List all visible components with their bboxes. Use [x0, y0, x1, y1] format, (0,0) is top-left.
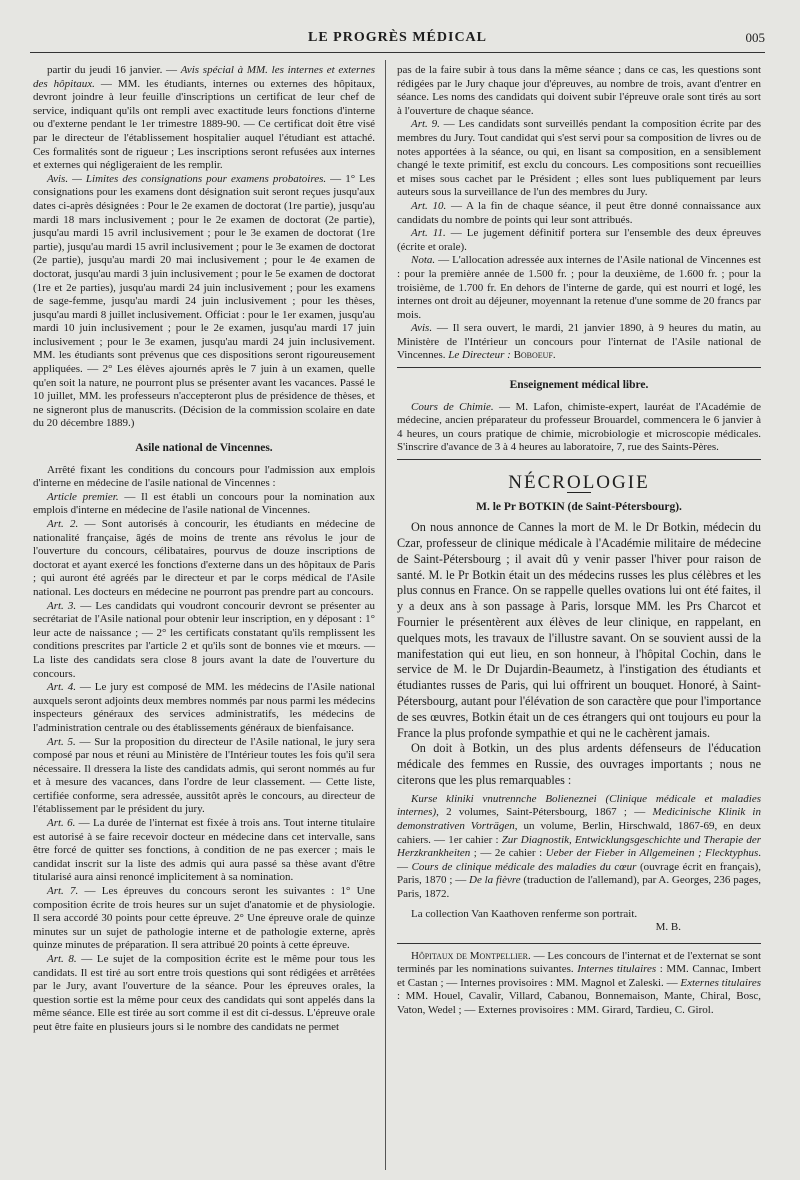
article-7: Art. 7. — Les épreuves du concours seront les suivantes : 1° Une composition écrite de trois heures sur un sujet d'anatomie et de physiologie. Il sera accordé 30 points pour cette épreuve. 2° Une épreuve orale de quinze minutes sur un sujet de pathologie interne et de pathologie externe, après quinze minutes de préparation. Il sera attribué 20 points à cette épreuve.	[33, 885, 375, 952]
article-9: Art. 9. — Les candidats sont surveillés pendant la composition écrite par des membres du Jury. Tout candidat qui s'est servi pour sa composition de livres ou de notes apportées à la séance, ou qui, en lisant sa composition, en a sensiblement changé le texte primitif, est exclu du concours. Les compositions sont recueillies et mises sous cachet par le Président ; elles sont lues publiquement par leurs auteurs sous la surveillance de l'un des membres du Jury.	[397, 118, 761, 199]
article-5: Art. 5. — Sur la proposition du directeur de l'Asile national, le jury sera composé par nous et réuni au Ministère de l'Intérieur toutes les fois qu'il sera nécessaire. Il dressera la liste des candidats admis, qui seront nommés au fur et à mesure des vacances, dans l'ordre de leur classement. — Cette liste, certifiée conforme, sera adressée, aussitôt après le concours, au directeur de l'établissement par le président du jury.	[33, 735, 375, 816]
left-column	[33, 64, 375, 1035]
obituary-body	[397, 520, 761, 789]
cours-chimie: Cours de Chimie. — M. Lafon, chimiste-expert, lauréat de l'Académie de médecine, ancien préparateur du professeur Brouardel, commencera le 6 janvier à 4 heures, un cours pratique de chimie, microbiologie et microscopie médicales. S'inscrire d'avance de 3 à 4 heures au laboratoire, 7, rue des Saints-Pères.	[397, 400, 761, 454]
arrete-intro: Arrêté fixant les conditions du concours pour l'admission aux emplois d'interne en médecine de l'asile national de Vincennes :	[33, 463, 375, 490]
header-rule	[30, 52, 765, 53]
page-header	[30, 30, 765, 48]
article-4: Art. 4. — Le jury est composé de MM. les médecins de l'Asile national auxquels seront adjoints deux membres nommés par nous parmi les médecins inspecteurs généraux des services administratifs, les médecins de l'administration centrale ou des établissements généraux de bienfaisance.	[33, 681, 375, 734]
obituary-paragraph: On doit à Botkin, un des plus ardents défenseurs de l'éducation médicale des femmes en Russie, des ouvrages importants ; nous ne citerons que les plus remarquables :	[397, 741, 761, 787]
nota: Nota. — L'allocation adressée aux internes de l'Asile national de Vincennes est : pour la première année de 1.500 fr. ; pour la deuxième, de 1.600 fr. ; pour la troisième, de 1.700 fr. En dehors de l'interne de garde, qui est nourri et logé, les internes ont droit au déjeuner, moyennant la retenue d'une somme de 20 francs par mois.	[397, 254, 761, 321]
collection-note: La collection Van Kaathoven renferme son portrait.	[411, 907, 638, 920]
paragraph-internes: partir du jeudi 16 janvier. — Avis spécial à MM. les internes et externes des hôpitaux. — MM. les étudiants, internes ou externes des hôpitaux, devront joindre à leur feuille d'inscriptions un certificat de leur chef de service, indiquant qu'ils ont rempli avec exactitude leurs fonctions d'interne ou d'externe pendant le 1er trimestre 1889-90. — Ce certificat doit être visé par le directeur de l'établissement hospitalier auquel l'étudiant est attaché. Ces formalités sont de rigueur ; Les inscriptions seront refusées aux internes et externes qui négligeraient de les remplir.	[33, 64, 376, 172]
directeur-name: Boboeuf.	[513, 349, 556, 362]
article-3: Art. 3. — Les candidats qui voudront concourir devront se présenter au secrétariat de l'Asile national pour obtenir leur inscription, en y déposant : 1° leur acte de naissance ; — 2° les certificats constatant qu'ils remplissent les conditions prescrites par l'article 2 et qu'ils sont de bonnes vie et mœurs. — La liste des candidats sera close 8 jours avant la date de l'ouverture du concours.	[33, 599, 375, 680]
page-number: 005	[745, 30, 765, 45]
obituary-paragraph: On nous annonce de Cannes la mort de M. le Dr Botkin, médecin du Czar, professeur de clinique médicale à l'Académie militaire de médecine de Saint-Pétersbourg ; il avait dû y venir passer l'hiver pour raison de santé. M. le Pr Botkin était un des médecins russes les plus célèbres et les plus connus en France. On se rappelle quelles ovations lui ont été faites, il y a deux ans à son passage à Paris, lorsque MM. les Prs Charcot et Fournier le présentèrent aux élèves de leur clinique, en rappelant, en quelques mots, les travaux de l'illustre savant. On se souvient aussi de la manifestation qui eut lieu, en son honneur, à l'hôpital Cochin, dans le service de M. le Dr Dujardin-Beaumetz, à l'instigation des étudiants et étudiantes russes de Paris, qui lui offrirent un bouquet. Honoré, à Saint-Pétersbourg, autant pour l'élévation de son caractère que pour l'importance de ses œuvres, Botkin était un de ces étrangers qui ont toujours eu pour la France la plus profonde sympathie et qui ne le cachèrent jamais.	[397, 520, 761, 740]
right-column	[397, 64, 761, 1018]
article-6: Art. 6. — La durée de l'internat est fixée à trois ans. Tout interne titulaire est autorisé à se faire recevoir docteur en médecine dans cet intervalle, sans être forcé de quitter ses fonctions, à condition de ne pas exercer ; mais le candidat inscrit sur la liste des admis qui aura passé sa thèse avant d'être titularisé aura ainsi renoncé implicitement à sa nomination.	[33, 817, 375, 884]
divider	[397, 459, 761, 460]
montpellier-news: Hôpitaux de Montpellier. — Les concours de l'internat et de l'externat se sont terminés par les nominations suivantes. Internes titulaires : MM. Cannac, Imbert et Castan ; — Internes provisoires : MM. Magnol et Zaleski. — Externes titulaires : MM. Houel, Cavalir, Villard, Cabanou, Bonnemaison, Mante, Chiral, Bosc, Vaton, Wedel ; — Externes provisoires : MM. Girard, Tardieu, C. Girol.	[397, 949, 762, 1017]
section-heading-asile: Asile national de Vincennes.	[135, 442, 273, 455]
article-8-continued: pas de la faire subir à tous dans la même séance ; dans ce cas, les questions sont rédigées par le Jury chaque jour d'épreuves, au nombre de trois, avant d'entrer en séance. Les noms des candidats qui doivent subir l'épreuve orale sont tirés au sort à l'ouverture de chaque séance.	[397, 64, 761, 117]
necrologie-heading: NÉCROLOGIE	[508, 472, 650, 494]
directeur-label: Le Directeur :	[448, 349, 514, 362]
paragraph-consignations: Avis. — Limites des consignations pour examens probatoires. — 1° Les consignations pour les examens dont désignation suit seront reçues jusqu'aux dates ci-après désignées : Pour le 2e examen de doctorat (1re partie), jusqu'au mardi 18 mars inclusivement ; pour le 2e examen de doctorat (2e partie), jusqu'au mardi 15 avril inclusivement ; pour le 3e examen de doctorat (1re partie), jusqu'au mardi 15 avril inclusivement ; pour le 3e examen de doctorat (2e partie), jusqu'au mardi 20 mai inclusivement ; pour le 4e examen de doctorat, jusqu'au mardi 3 juin inclusivement ; pour le 5e examen de doctorat (1re et 2e parties), jusqu'au mardi 24 juin inclusivement ; pour les examens de sage-femme, jusqu'au mardi 24 juin inclusivement ; pour les thèses, jusqu'au mardi 8 juillet inclusivement. Officiat : pour le 1er examen, jusqu'au mardi 10 juin inclusivement ; pour le 2e examen, jusqu'au mardi 17 juin inclusivement ; pour le 3e examen, jusqu'au mardi 24 juin inclusivement. MM. les étudiants sont prévenus que ces dispositions seront rigoureusement appliquées. — 2° Les élèves ajournés après le 7 juin à un examen, quelle qu'en soit la nature, ne pourront plus se présenter avant les vacances. Passé le 10 juillet, MM. les professeurs n'accepteront plus de présidence de thèses, et ne signeront plus de manuscrits. (Décision de la commission scolaire en date du 20 décembre 1889.)	[33, 172, 375, 430]
article-1: Article premier. — Il est établi un concours pour la nomination aux emplois d'interne en médecine de l'asile national de Vincennes.	[33, 490, 375, 517]
article-10: Art. 10. — A la fin de chaque séance, il peut être donné connaissance aux candidats du nombre de points qui leur sont attribués.	[397, 199, 761, 226]
avis-concours: Avis. — Il sera ouvert, le mardi, 21 janvier 1890, à 9 heures du matin, au Ministère de l'Intérieur un concours pour l'internat de l'Asile national de Vincennes. Le Directeur : Boboeuf.	[397, 322, 761, 362]
article-11: Art. 11. — Le jugement définitif portera sur l'ensemble des deux épreuves (écrite et orale).	[397, 227, 761, 253]
article-8: Art. 8. — Le sujet de la composition écrite est le même pour tous les candidats. Il est tiré au sort entre trois questions qui sont rédigées et arrêtées par le Jury, avant l'ouverture de la séance. Pour les épreuves orales, la question sortie est la même pour ceux des candidats qui sont appelés dans la même séance. Elle est tirée au sort comme il est dit ci-dessus. L'épreuve orale peut être faite en plusieurs jours si le nombre des candidats ne permet	[33, 953, 376, 1033]
author-signature: M. B.	[655, 921, 681, 934]
column-divider	[385, 60, 386, 1170]
divider	[397, 943, 761, 944]
bibliography: Kurse kliniki vnutrennche Bolieneznei (Clinique médicale et maladies internes), 2 volumes, Saint-Pétersbourg, 1867 ; — Medicinische Klinik in demonstrativen Vorträgen, un volume, Berlin, Hirschwald, 1867-69, en deux cahiers. — 1er cahier : Zur Diagnostik, Entwicklungsgeschichte und Therapie der Herzkrankheiten ; — 2e cahier : Ueber der Fieber in Allgemeinen ; Flecktyphus. — Cours de clinique médicale des maladies du cœur (ouvrage écrit en français), Paris, 1870 ; — De la fièvre (traduction de l'allemand), par A. Georges, 236 pages, Paris, 1872.	[397, 792, 762, 900]
journal-title: LE PROGRÈS MÉDICAL	[307, 30, 488, 45]
obituary-subject: M. le Pr BOTKIN (de Saint-Pétersbourg).	[476, 500, 682, 513]
divider	[397, 367, 761, 368]
article-2: Art. 2. — Sont autorisés à concourir, les étudiants en médecine de nationalité française, âgés de moins de trente ans révolus le jour de l'ouverture du concours, célibataires, pourvus de douze inscriptions de doctorat et ayant exercé les fonctions d'externe dans un des hôpitaux de Paris ; qui auront été agréés par le directeur et par le corps médical de l'Asile national. Les docteurs en médecine ne pourront pas prendre part au concours.	[33, 518, 375, 598]
section-heading-enseignement: Enseignement médical libre.	[509, 379, 649, 392]
